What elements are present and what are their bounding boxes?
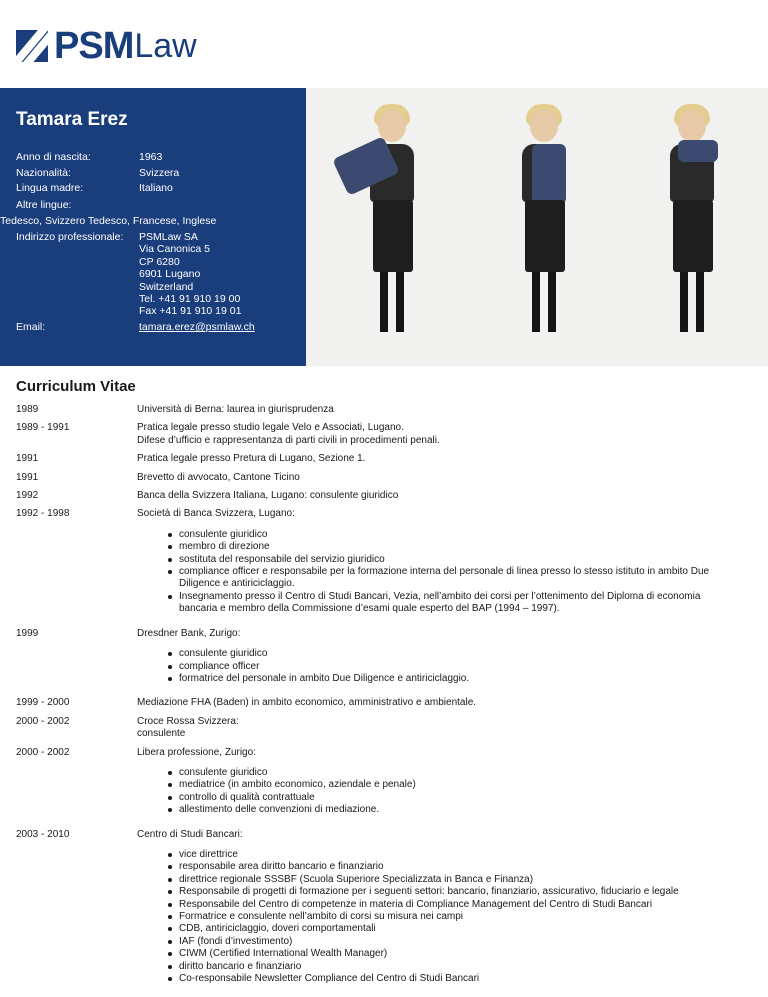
list-item: Responsabile del Centro di competenze in materia di Compliance Management del Centro di Studi Bancari xyxy=(166,899,738,911)
mother-tongue-row xyxy=(16,182,173,194)
cv-description: Dresdner Bank, Zurigo: xyxy=(137,627,241,639)
list-item: vice direttrice xyxy=(166,849,738,861)
list-item: CIWM (Certified International Wealth Manager) xyxy=(166,948,738,960)
list-item: consulente giuridico xyxy=(166,767,738,779)
mother-tongue-label: Lingua madre: xyxy=(16,182,84,194)
portrait-photo xyxy=(306,88,768,366)
cv-year: 1992 - 1998 xyxy=(16,508,70,520)
list-item: consulente giuridico xyxy=(166,648,738,660)
cv-year: 1999 - 2000 xyxy=(16,697,70,709)
nationality-label: Nazionalità: xyxy=(16,167,71,179)
birth-label: Anno di nascita: xyxy=(16,151,91,163)
cv-year: 2000 - 2002 xyxy=(16,715,70,727)
cv-entry xyxy=(16,697,738,709)
cv-entry xyxy=(16,472,738,484)
list-item: Formatrice e consulente nell’ambito di corsi su misura nei campi xyxy=(166,911,738,923)
cv-description: Centro di Studi Bancari: xyxy=(137,828,243,840)
person-name: Tamara Erez xyxy=(16,109,128,130)
logo-mark-icon xyxy=(16,30,48,62)
cv-entry xyxy=(16,829,738,841)
other-languages-value: Tedesco, Svizzero Tedesco, Francese, Inglese xyxy=(0,215,217,227)
other-languages-label: Altre lingue: xyxy=(16,199,72,211)
cv-description: Università di Berna: laurea in giurisprudenza xyxy=(137,404,334,415)
list-item: Responsabile di progetti di formazione per i seguenti settori: bancario, finanziario, assicurativo, fiduciario e legale xyxy=(166,886,738,898)
cv-year: 1999 xyxy=(16,627,39,639)
list-item: CDB, antiriciclaggio, doveri comportamentali xyxy=(166,923,738,935)
cv-entry xyxy=(16,453,738,465)
cv-entry xyxy=(16,628,738,640)
cv-entry xyxy=(16,490,738,502)
cv-description: Brevetto di avvocato, Cantone Ticino xyxy=(137,471,300,483)
cv-description: Libera professione, Zurigo: xyxy=(137,746,256,758)
logo-text-bold: PSM xyxy=(54,25,134,67)
cv-entry xyxy=(16,716,738,741)
cv-entry xyxy=(16,422,738,447)
list-item: responsabile area diritto bancario e finanziario xyxy=(166,861,738,873)
cv-bullet-list xyxy=(166,648,738,685)
portrait-figure-1 xyxy=(316,88,470,366)
cv-list xyxy=(16,404,738,997)
list-item: mediatrice (in ambito economico, aziendale e penale) xyxy=(166,779,738,791)
address-value: PSMLaw SA Via Canonica 5 CP 6280 6901 Lugano Switzerland Tel. +41 91 910 19 00 Fax +41 91 910 19 01 xyxy=(139,231,242,318)
birth-value: 1963 xyxy=(139,151,163,163)
cv-description: Banca della Svizzera Italiana, Lugano: consulente giuridico xyxy=(137,490,399,502)
list-item: controllo di qualità contrattuale xyxy=(166,792,738,804)
email-link[interactable]: tamara.erez@psmlaw.ch xyxy=(139,321,255,333)
cv-year: 1992 xyxy=(16,490,39,502)
list-item: compliance officer xyxy=(166,661,738,673)
email-label: Email: xyxy=(16,321,46,333)
cv-year: 2003 - 2010 xyxy=(16,828,70,840)
cv-year: 1989 - 1991 xyxy=(16,422,70,434)
list-item: membro di direzione xyxy=(166,541,738,553)
nationality-row xyxy=(16,167,179,179)
cv-description: Pratica legale presso Pretura di Lugano, Sezione 1. xyxy=(137,453,366,465)
list-item: Insegnamento presso il Centro di Studi Bancari, Vezia, nell’ambito dei corsi per l’ottenimento del Diploma di economia bancaria e membro della Commissione d’esami quale esperto del BAP (1994 – 1997). xyxy=(166,591,738,616)
cv-entry xyxy=(16,404,738,416)
mother-tongue-value: Italiano xyxy=(139,182,173,194)
address-label: Indirizzo professionale: xyxy=(16,231,124,243)
list-item: sostituta del responsabile del servizio giuridico xyxy=(166,554,738,566)
list-item: Co-responsabile Newsletter Compliance del Centro di Studi Bancari xyxy=(166,973,738,985)
list-item: IAF (fondi d’investimento) xyxy=(166,936,738,948)
cv-description: Pratica legale presso studio legale Velo e Associati, Lugano. Difese d’ufficio e rappresentanza di parti civili in procedimenti penali. xyxy=(137,422,440,446)
list-item: formatrice del personale in ambito Due Diligence e antiriciclaggio. xyxy=(166,673,738,685)
logo-text-light: Law xyxy=(134,27,197,65)
cv-entry xyxy=(16,508,738,520)
cv-entry xyxy=(16,747,738,759)
email-row xyxy=(16,321,255,333)
cv-bullet-list xyxy=(166,767,738,817)
cv-year: 2000 - 2002 xyxy=(16,746,70,758)
address-row xyxy=(16,231,241,318)
list-item: direttrice regionale SSSBF (Scuola Superiore Specializzata in Banca e Finanza) xyxy=(166,874,738,886)
portrait-figure-2 xyxy=(468,88,622,366)
birth-row xyxy=(16,151,162,163)
list-item: diritto bancario e finanziario xyxy=(166,961,738,973)
list-item: allestimento delle convenzioni di mediazione. xyxy=(166,804,738,816)
cv-description: Mediazione FHA (Baden) in ambito economico, amministrativo e ambientale. xyxy=(137,697,477,709)
cv-description: Società di Banca Svizzera, Lugano: xyxy=(137,508,295,520)
profile-panel xyxy=(0,88,306,366)
list-item: consulente giuridico xyxy=(166,529,738,541)
nationality-value: Svizzera xyxy=(139,167,180,179)
cv-year: 1989 xyxy=(16,404,39,415)
cv-heading: Curriculum Vitae xyxy=(16,378,136,395)
cv-year: 1991 xyxy=(16,453,39,465)
cv-bullet-list xyxy=(166,849,738,985)
list-item: compliance officer e responsabile per la formazione interna del personale di linea presso lo stesso istituto in ambito Due Diligence e antiriciclaggio. xyxy=(166,566,738,591)
other-languages-row xyxy=(16,199,139,211)
company-logo xyxy=(16,25,197,67)
cv-description: Croce Rossa Svizzera: consulente xyxy=(137,715,239,740)
cv-year: 1991 xyxy=(16,471,39,483)
portrait-figure-3 xyxy=(616,88,768,366)
cv-bullet-list xyxy=(166,529,738,616)
